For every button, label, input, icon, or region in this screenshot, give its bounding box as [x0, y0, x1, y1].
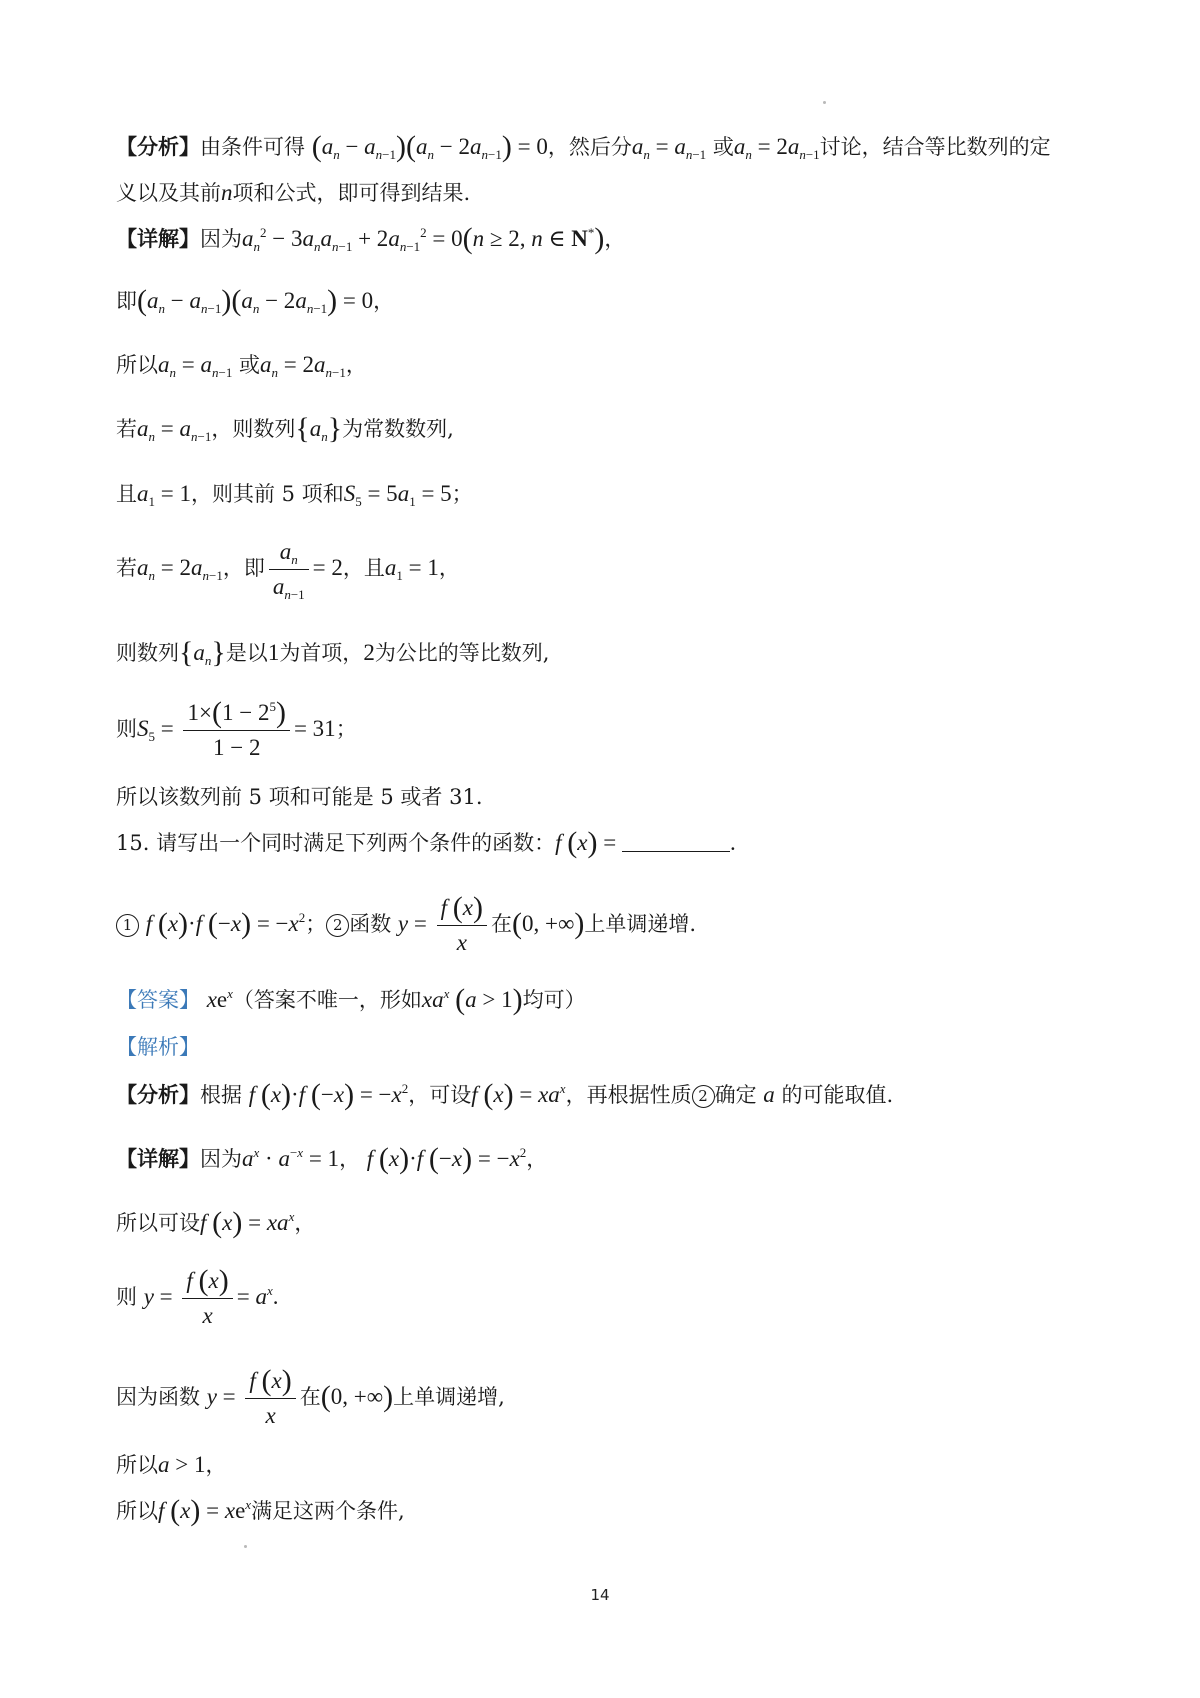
answer-line: 【答案】 $xe^x$（答案不唯一，形如$xa^x$ (a > 1)均可）	[116, 983, 586, 1016]
detail-line-4: 若$a_n = a_{n-1}$，则数列$\{a_n\}$为常数数列,	[116, 412, 454, 445]
equation: $a_n = 2a_{n-1}$	[260, 352, 346, 380]
analysis-tag: 【分析】	[116, 1082, 200, 1107]
equation: $a_1 = 1$	[137, 481, 191, 509]
q15-detail-line-1: 【详解】因为$a^x \cdot a^{-x} = 1$， f (x)·f $(-x) = -x^2$，	[116, 1142, 548, 1175]
question-15-conditions: 1 f (x)·f $(-x) = -x^2$； 2 函数 y = $\frac{f (x)}{x}$ 在(0, +∞)上单调递增.	[116, 893, 696, 958]
equation: $a_n = a_{n-1}$	[137, 416, 212, 444]
q15-detail-line-3: 则 y = $\frac{f (x)}{x}$ = $a^x$.	[116, 1264, 279, 1328]
equation: $a^x \cdot a^{-x} = 1$	[242, 1145, 340, 1171]
detail-line-6: 若$a_n = 2a_{n-1}$，即 $\frac{a_n}{a_{n-1}}$ = 2，且$a_1 = 1$，	[116, 539, 460, 602]
circled-1: 1	[116, 914, 139, 937]
equation: $a_n = a_{n-1}$	[631, 134, 707, 162]
detail-line-2: 即$(a_n - a_{n-1})(a_n - 2a_{n-1}) = 0$，	[116, 284, 395, 317]
detail-line-7: 则数列$\{a_n\}$是以1为首项，2为公比的等比数列,	[116, 636, 550, 669]
detail-line-3: 所以$a_n = a_{n-1}$ 或$a_n = 2a_{n-1}$，	[116, 352, 367, 380]
q15-detail-line-4: 因为函数 y = $\frac{f (x)}{x}$ 在(0, +∞)上单调递增,	[116, 1364, 505, 1428]
equation: f (x) = .	[555, 826, 736, 859]
equation: $xe^x$	[206, 986, 233, 1012]
equation: $a_n = a_{n-1}$	[158, 352, 233, 380]
detail-line-5: 且$a_1 = 1$，则其前 5 项和$S_5 = 5a_1 = 5$；	[116, 481, 473, 509]
detail-line-9: 所以该数列前 5 项和可能是 5 或者 31.	[116, 785, 483, 809]
q15-detail-line-5: 所以a > 1，	[116, 1452, 227, 1477]
circled-2: 2	[692, 1085, 715, 1108]
detail-line-8: 则$S_5$ = $\frac{1\times(1 - 2^5)}{1 - 2}$ = 31；	[116, 696, 357, 760]
analysis-tag: 【分析】	[116, 134, 200, 159]
detail-tag: 【详解】	[116, 1146, 200, 1171]
page-number: 14	[590, 1586, 610, 1604]
explain-line	[116, 1032, 200, 1062]
equation: $a_n = 2a_{n-1}$	[733, 134, 820, 162]
scan-speck	[823, 101, 826, 104]
equation: $S_5 = 5a_1 = 5$	[343, 481, 452, 509]
equation: $\{a_n\}$	[295, 412, 343, 445]
q15-detail-line-6: 所以f $(x) = xe^x$满足这两个条件,	[116, 1494, 405, 1527]
circled-2: 2	[326, 914, 349, 937]
q15-analysis-line: 【分析】根据 f (x)·f $(-x) = -x^2$，可设f $(x) = xa^x$，再根据性质 2 确定 a 的可能取值.	[116, 1078, 894, 1111]
detail-tag: 【详解】	[116, 226, 200, 251]
q15-detail-line-2: 所以可设f $(x) = xa^x$，	[116, 1206, 316, 1239]
equation: $(a_n - a_{n-1})(a_n - 2a_{n-1}) = 0$	[137, 284, 374, 317]
equation: $a_n^2 - 3a_na_{n-1} + 2a_{n-1}^2 = 0(n \ge 2$, n ∈ N*)	[242, 222, 605, 255]
equation: f $(x) = xa^x$	[200, 1206, 295, 1239]
equation: f $(x) = xa^x$	[471, 1078, 566, 1111]
equation: $S_5$ = $\frac{1\times(1 - 2^5)}{1 - 2}$ = 31	[137, 696, 336, 760]
equation: $a_1 = 1$	[384, 554, 439, 583]
scan-speck	[244, 1545, 247, 1548]
analysis-line-2: 义以及其前n项和公式，即可得到结果.	[116, 180, 471, 205]
equation: f (x)·f $(-x) = -x^2$	[248, 1078, 409, 1111]
detail-line-1: 【详解】因为$a_n^2 - 3a_na_{n-1} + 2a_{n-1}^2 = 0(n \ge 2$, n ∈ N*)，	[116, 222, 626, 255]
equation: (0, +∞)	[511, 906, 585, 940]
equation: f (x)·f $(-x) = -x^2$	[145, 906, 306, 940]
equation: $xa^x$ (a > 1)	[421, 983, 523, 1016]
equation: $a_n = 2a_{n-1}$	[137, 554, 223, 583]
explain-tag: 【解析】	[116, 1035, 200, 1059]
equation: $\{a_n\}$	[179, 636, 226, 669]
equation: a > 1	[158, 1452, 206, 1477]
equation: y = $\frac{f (x)}{x}$	[207, 1384, 300, 1409]
question-15-stem: 15. 请写出一个同时满足下列两个条件的函数：f (x) = .	[116, 826, 736, 859]
equation: $(a_n - a_{n-1})(a_n - 2a_{n-1}) = 0$	[311, 130, 548, 163]
answer-blank	[622, 833, 730, 852]
question-number: 15.	[116, 831, 150, 855]
equation: y = $\frac{f (x)}{x}$	[398, 911, 491, 936]
equation: f $(x) = xe^x$	[158, 1494, 252, 1527]
answer-tag: 【答案】	[116, 988, 200, 1012]
math-n: n	[221, 180, 233, 205]
equation: $\frac{a_n}{a_{n-1}}$ = 2	[265, 555, 343, 580]
equation: y = $\frac{f (x)}{x}$ = $a^x$.	[143, 1264, 279, 1328]
analysis-line-1: 【分析】由条件可得 $(a_n - a_{n-1})(a_n - 2a_{n-1}) = 0$，然后分$a_n = a_{n-1}$ 或$a_n = 2a_{n-1}$讨论，结合等比数列的定	[116, 130, 1051, 163]
equation: (0, +∞)	[320, 1379, 394, 1413]
equation: f (x)·f $(-x) = -x^2$	[366, 1142, 527, 1175]
